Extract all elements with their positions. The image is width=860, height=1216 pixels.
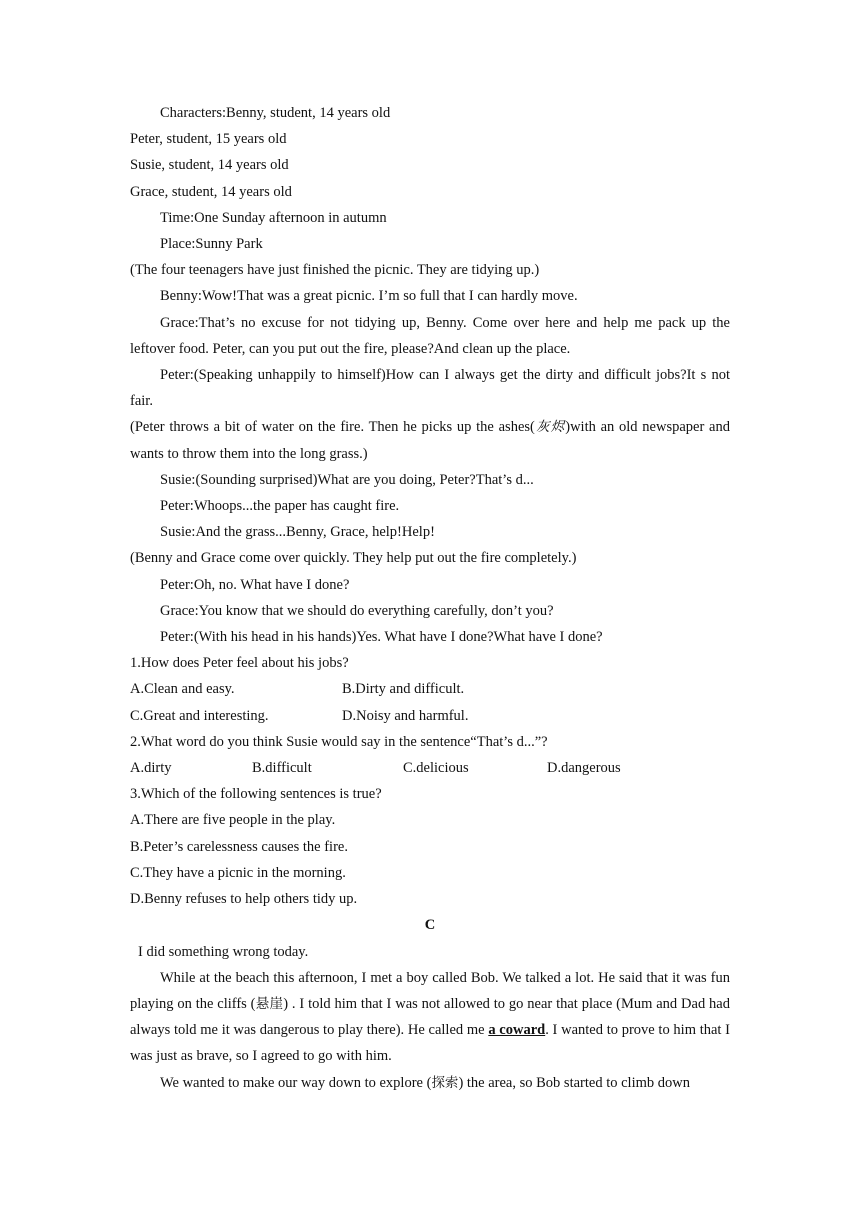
document-page [130, 100, 730, 1096]
passage-opening: I did something wrong today. [138, 943, 309, 960]
stage-direction: (The four teenagers have just finished the picnic. They are tidying up.) [130, 262, 540, 279]
option: D.Benny refuses to help others tidy up. [130, 891, 358, 908]
chinese-gloss: 悬崖 [255, 995, 284, 1012]
question-stem: 3.Which of the following sentences is true? [130, 786, 382, 803]
option: C.Great and interesting. [130, 707, 269, 724]
dialogue-line: Susie:(Sounding surprised)What are you doing, Peter?That’s d... [160, 471, 534, 488]
question-options [130, 703, 730, 729]
question-stem: 1.How does Peter feel about his jobs? [130, 655, 349, 672]
option: A.dirty [130, 760, 172, 777]
characters-susie: Susie, student, 14 years old [130, 157, 289, 174]
stage-direction: (Benny and Grace come over quickly. They help put out the fire completely.) [130, 550, 577, 567]
option: A.There are five people in the play. [130, 812, 336, 829]
question-options [130, 676, 730, 702]
dialogue-line: Benny:Wow!That was a great picnic. I’m so full that I can hardly move. [160, 288, 578, 305]
stage-text: (Peter throws a bit of water on the fire. Then he picks up the ashes( [130, 419, 535, 436]
option: B.Dirty and difficult. [342, 681, 465, 698]
chinese-gloss: 探索 [431, 1074, 459, 1091]
paragraph-text: . I wanted to prove to him that I was just as brave, so I agreed to go with him. [130, 1022, 730, 1065]
option: B.Peter’s carelessness causes the fire. [130, 838, 348, 855]
characters-peter: Peter, student, 15 years old [130, 131, 287, 148]
question-options [130, 755, 730, 781]
paragraph-text: ) the area, so Bob started to climb down [458, 1074, 690, 1091]
chinese-gloss: 灰烬 [534, 419, 566, 436]
play-time: Time:One Sunday afternoon in autumn [160, 209, 387, 226]
paragraph-text: ) . I told him that I was not allowed to go near that place (Mum and Dad had always told me it was dangerous to play there). He called me [130, 995, 730, 1039]
section-heading: C [424, 917, 436, 934]
paragraph-text: While at the beach this afternoon, I met a boy called Bob. We talked a lot. He said that it was fun playing on the cliffs ( [130, 969, 730, 1012]
paragraph-text: We wanted to make our way down to explore ( [160, 1074, 432, 1091]
stage-direction [130, 414, 730, 466]
option: D.Noisy and harmful. [342, 707, 469, 724]
option: C.delicious [403, 760, 469, 777]
question-stem: 2.What word do you think Susie would say in the sentence“That’s d...”? [130, 733, 548, 750]
option: B.difficult [252, 760, 312, 777]
dialogue-line: Peter:(Speaking unhappily to himself)How can I always get the dirty and difficult jobs?It s not fair. [130, 367, 730, 410]
option: C.They have a picnic in the morning. [130, 864, 346, 881]
passage-paragraph [130, 1070, 730, 1096]
dialogue-line: Peter:Oh, no. What have I done? [160, 576, 350, 593]
option: D.dangerous [547, 760, 621, 777]
option: A.Clean and easy. [130, 681, 235, 698]
characters-grace: Grace, student, 14 years old [130, 183, 292, 200]
stage-text: )with an old newspaper and wants to throw them into the long grass.) [130, 419, 730, 462]
characters-benny: Characters:Benny, student, 14 years old [160, 105, 391, 121]
dialogue-line: Grace:That’s no excuse for not tidying up, Benny. Come over here and help me pack up the leftover food. Peter, can you put out the fire, please?And clean up the place. [130, 314, 730, 357]
dialogue-line: Susie:And the grass...Benny, Grace, help!Help! [160, 524, 435, 541]
underlined-phrase: a coward [488, 1022, 546, 1039]
play-place: Place:Sunny Park [160, 236, 263, 253]
dialogue-line: Peter:Whoops...the paper has caught fire. [160, 498, 400, 515]
dialogue-line: Peter:(With his head in his hands)Yes. What have I done?What have I done? [160, 629, 603, 646]
passage-paragraph [130, 965, 730, 1070]
dialogue-line: Grace:You know that we should do everything carefully, don’t you? [160, 602, 554, 619]
